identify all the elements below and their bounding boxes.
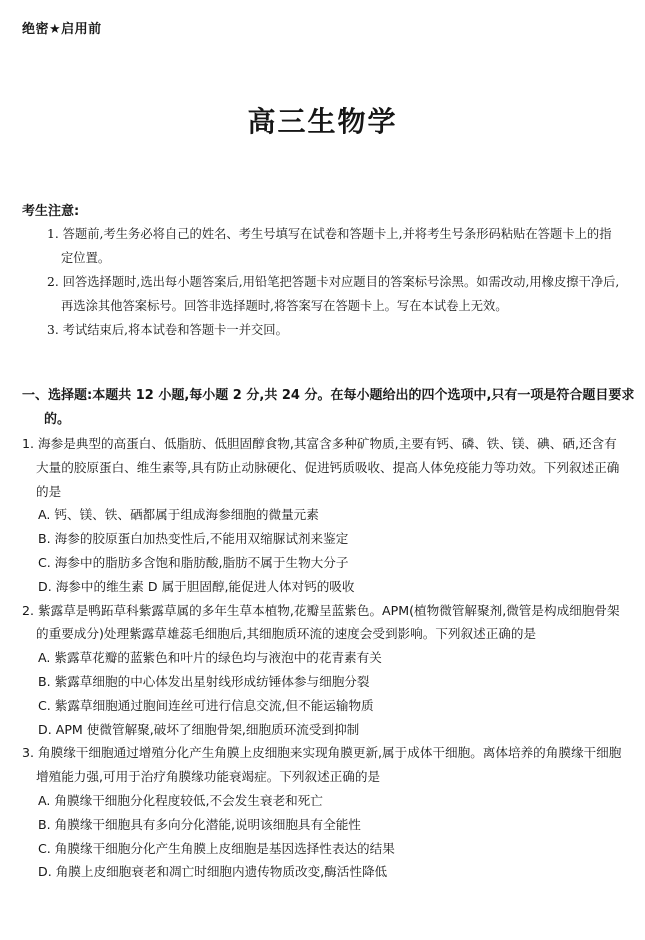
option-a: A. 钙、镁、铁、硒都属于组成海参细胞的微量元素 [38,507,319,523]
secret-label: 绝密★启用前 [22,22,102,37]
question-2 [22,599,626,742]
notice-item: 2. 回答选择题时,选出每小题答案后,用铅笔把答题卡对应题目的答案标号涂黑。如需改动,用橡皮擦干净后,再选涂其他答案标号。回答非选择题时,将答案写在答题卡上。写在本试卷上无效。 [47,275,620,313]
option-d: D. APM 使微管解聚,破坏了细胞骨架,细胞质环流受到抑制 [38,721,360,737]
option-c: C. 海参中的脂肪多含饱和脂肪酸,脂肪不属于生物大分子 [38,554,349,570]
question-3 [22,741,626,884]
notice-list [47,222,622,342]
option-a: A. 紫露草花瓣的蓝紫色和叶片的绿色均与液泡中的花青素有关 [38,650,382,666]
notice-item: 1. 答题前,考生务必将自己的姓名、考生号填写在试卷和答题卡上,并将考生号条形码粘贴在答题卡上的指定位置。 [47,227,612,265]
option-b: B. 海参的胶原蛋白加热变性后,不能用双缩脲试剂来鉴定 [38,531,349,547]
option-c: C. 紫露草细胞通过胞间连丝可进行信息交流,但不能运输物质 [38,697,374,713]
question-stem: 3. 角膜缘干细胞通过增殖分化产生角膜上皮细胞来实现角膜更新,属于成体干细胞。离体培养的角膜缘干细胞增殖能力强,可用于治疗角膜缘功能衰竭症。下列叙述正确的是 [22,745,622,785]
section-heading: 一、选择题:本题共 12 小题,每小题 2 分,共 24 分。在每小题给出的四个选项中,只有一项是符合题目要求的。 [22,388,635,427]
question-stem: 1. 海参是典型的高蛋白、低脂肪、低胆固醇食物,其富含多种矿物质,主要有钙、磷、铁、镁、碘、硒,还含有大量的胶原蛋白、维生素等,具有防止动脉硬化、促进钙质吸收、提高人体免疫能力等功效。下列叙述正确的是 [22,436,620,499]
notice-item: 3. 考试结束后,将本试卷和答题卡一并交回。 [47,323,288,337]
option-d: D. 角膜上皮细胞衰老和凋亡时细胞内遗传物质改变,酶活性降低 [38,864,388,880]
option-b: B. 角膜缘干细胞具有多向分化潜能,说明该细胞具有全能性 [38,816,361,832]
option-a: A. 角膜缘干细胞分化程度较低,不会发生衰老和死亡 [38,792,323,808]
option-b: B. 紫露草细胞的中心体发出星射线形成纺锤体参与细胞分裂 [38,673,370,689]
question-list [22,432,626,884]
notice-heading: 考生注意: [22,204,80,219]
question-stem: 2. 紫露草是鸭跖草科紫露草属的多年生草本植物,花瓣呈蓝紫色。APM(植物微管解聚剂,微管是构成细胞骨架的重要成分)处理紫露草雄蕊毛细胞后,其细胞质环流的速度会受到影响。下列叙述正确的是 [22,602,620,642]
page-title: 高三生物学 [247,105,398,138]
option-d: D. 海参中的维生素 D 属于胆固醇,能促进人体对钙的吸收 [38,578,355,594]
question-1 [22,432,626,599]
option-c: C. 角膜缘干细胞分化产生角膜上皮细胞是基因选择性表达的结果 [38,840,395,856]
